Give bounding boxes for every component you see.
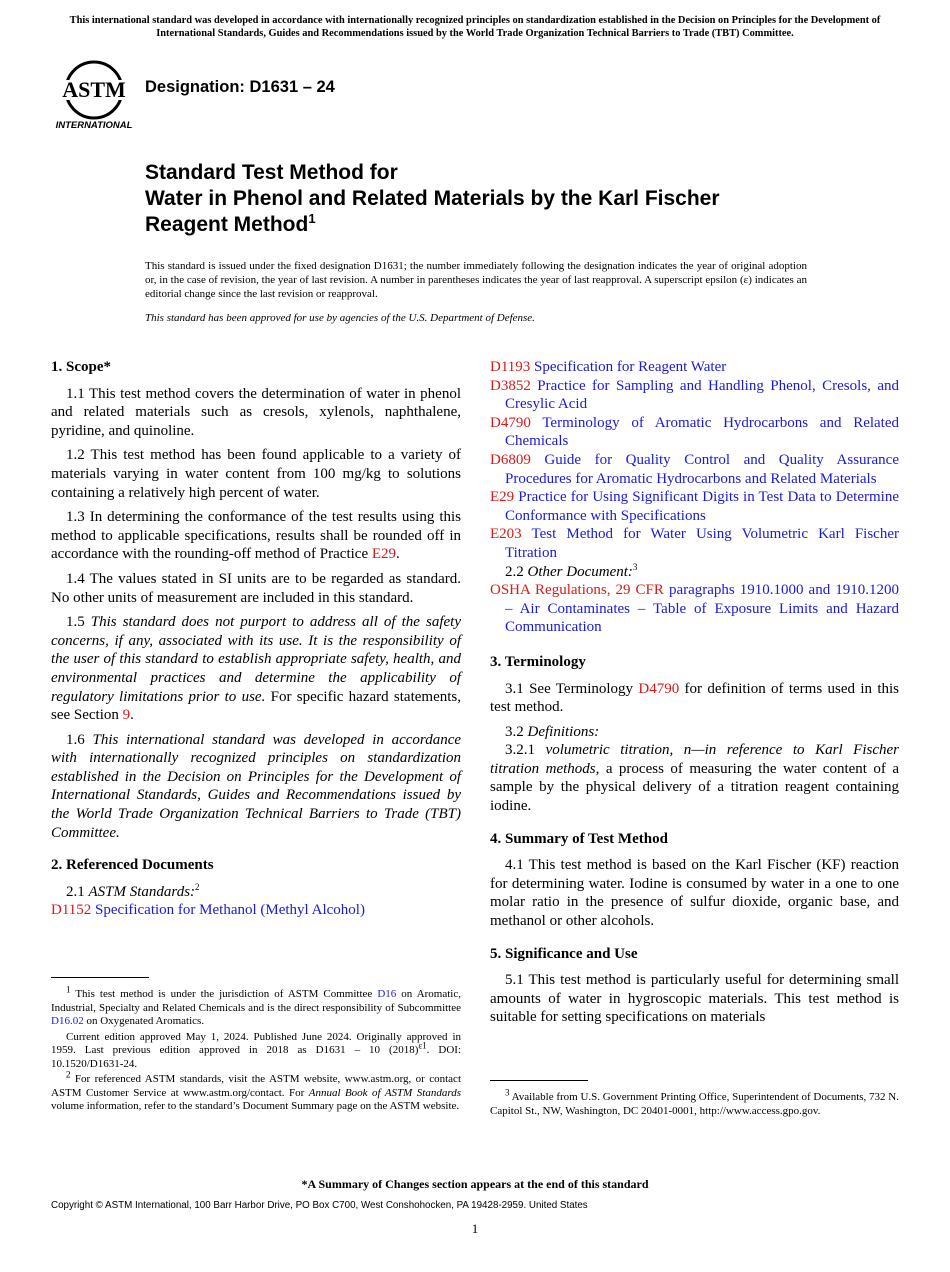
page-number: 1 (471, 1221, 479, 1236)
ref-item-d1193[interactable] (490, 358, 899, 377)
para-2-2 (490, 563, 899, 582)
ref-title: Specification for Methanol (Methyl Alcohol) (95, 902, 365, 919)
footnote-rule (51, 977, 149, 978)
footnote-marker-3: 3 (632, 561, 638, 572)
section-heading-summary: 4. Summary of Test Method (490, 830, 668, 847)
astm-logo-mark (52, 58, 136, 132)
para-4-1: 4.1 This test method is based on the Karl Fischer (KF) reaction for determining water. Iodine is consumed by water in a one to one molar ratio in the presence of sulfur dioxide, organic base, and methanol or other alcohols. (490, 857, 899, 930)
copyright: Copyright © ASTM International, 100 Barr Harbor Drive, PO Box C700, West Conshohocken, PA 19428-2959. United States (51, 1200, 588, 1211)
footnotes-left (51, 977, 461, 1116)
para-1-2: 1.2 This test method has been found applicable to a variety of materials varying in water content from 100 mg/kg to solutions containing a relatively high percent of water. (51, 447, 461, 501)
footnote-1-edition (51, 1031, 461, 1072)
ref-title: Practice for Sampling and Handling Phenol, Cresols, and Cresylic Acid (505, 377, 900, 413)
ref-item-d6809[interactable] (490, 451, 899, 488)
ref-item-osha[interactable] (490, 581, 899, 637)
ref-code: E29 (490, 489, 515, 506)
ref-item-d1152[interactable] (51, 901, 461, 920)
issued-note: This standard is issued under the fixed designation D1631; the number immediately following the designation indicates the year of original adoption or, in the case of revision, the year of last revision. A number in parentheses indicates the year of last reapproval. A superscript epsilon (ε) indicates an editorial change since the last revision or reapproval. (145, 260, 807, 300)
ref-title: Practice for Using Significant Digits in Test Data to Determine Conformance with Specifications (505, 489, 899, 524)
section-heading-significance: 5. Significance and Use (490, 945, 638, 962)
para-3-1-text: 3.1 See Terminology (505, 680, 639, 697)
para-1-6-italic: This international standard was developed in accordance with internationally recognized principles on standardization established in the Decision on Principles for the Development of International Standards, Guides and Recommendations issued by the World Trade Organization Technical Barriers to Trade (TBT) Committee. (51, 731, 462, 841)
tbt-notice: This international standard was developed in accordance with internationally recognized principles on standardization established in the Decision on Principles for the Development of International Standards, Guides and Recommendations issued by the World Trade Organization Technical Barriers to Trade (TBT) Committee. (69, 15, 881, 39)
designation: Designation: D1631 – 24 (145, 78, 335, 96)
ref-title: paragraphs 1910.1000 and 1910.1200 – Air Contaminates – Table of Exposure Limits and Hazard Communication (505, 582, 900, 636)
epsilon-marker: ε1 (418, 1040, 427, 1051)
footnote-2-marker: 2 (66, 1069, 71, 1080)
ref-item-e29[interactable] (490, 488, 899, 525)
ref-link-d4790[interactable]: D4790 (638, 680, 680, 697)
footnote-1-text: This test method is under the jurisdiction of ASTM Committee (70, 988, 378, 1000)
footnote-3 (490, 1087, 899, 1118)
para-2-2-label: Other Document: (527, 563, 633, 580)
footnote-2-text-b: volume information, refer to the standard’s Document Summary page on the ASTM website. (51, 1100, 460, 1112)
ref-code: D4790 (490, 414, 531, 431)
ref-code: D1193 (490, 359, 531, 375)
title-line-1: Standard Test Method for (145, 161, 398, 184)
edition-text: Current edition approved May 1, 2024. Published June 2024. Originally approved in 1959. Last previous edition approved in 2018 as D1631 – 10 (2018) (51, 1030, 461, 1056)
para-3-2 (490, 723, 899, 742)
footnote-1-text-b: on Aromatic, Industrial, Specialty and Related Chemicals and is the direct responsibility of Subcommittee (51, 988, 461, 1014)
document-title (145, 160, 845, 238)
title-line-3 (145, 212, 845, 238)
para-1-5-end: . (130, 707, 134, 724)
footnote-1 (51, 984, 461, 1029)
ref-item-d4790[interactable] (490, 414, 899, 451)
para-1-1: 1.1 This test method covers the determination of water in phenol and related materials such as cresols, xylenols, naphthalene, pyridine, and quinoline. (51, 385, 461, 439)
para-3-2-label: Definitions: (527, 723, 600, 740)
logo-subtext: INTERNATIONAL (55, 120, 133, 131)
para-1-5-num: 1.5 (66, 614, 91, 631)
ref-code: D1152 (51, 902, 92, 919)
ref-title: Terminology of Aromatic Hydrocarbons and Related Chemicals (505, 414, 900, 450)
footnote-1-marker: 1 (66, 984, 71, 995)
para-3-2-1 (490, 741, 899, 815)
ref-code: E203 (490, 526, 522, 543)
para-2-2-num: 2.2 (505, 563, 528, 580)
summary-of-changes-note: *A Summary of Changes section appears at the end of this standard (301, 1177, 649, 1191)
para-1-3-text: 1.3 In determining the conformance of the test results using this method to applicable specifications, results shall be rounded off in accordance with the rounding-off method of Practice (51, 509, 461, 563)
section-heading-referenced: 2. Referenced Documents (51, 857, 214, 874)
para-1-4: 1.4 The values stated in SI units are to be regarded as standard. No other units of measurement are included in this standard. (51, 570, 461, 606)
para-3-1 (490, 680, 899, 717)
doi-text: . DOI: 10.1520/D1631-24. (51, 1044, 461, 1070)
para-1-6 (51, 731, 461, 843)
para-1-3 (51, 508, 461, 564)
para-2-1 (51, 883, 461, 902)
ref-item-e203[interactable] (490, 525, 899, 562)
para-3-1-end: for definition of terms used in this test method. (490, 680, 899, 716)
ref-code: OSHA Regulations, 29 CFR (490, 582, 664, 599)
ref-item-d3852[interactable] (490, 377, 899, 414)
ref-code: D6809 (490, 451, 531, 468)
section-heading-terminology: 3. Terminology (490, 653, 586, 670)
ref-link-e29[interactable]: E29 (371, 546, 397, 563)
para-3-2-1-num: 3.2.1 (505, 742, 546, 759)
title-footnote-marker: 1 (308, 211, 316, 226)
title-line-3-text: Reagent Method (145, 213, 309, 236)
footnote-3-text: Available from U.S. Government Printing Office, Superintendent of Documents, 732 N. Capitol St., NW, Washington, DC 20401-0001, http://www.access.gpo.gov. (490, 1091, 899, 1117)
para-5-1: 5.1 This test method is particularly useful for determining small amounts of water in hygroscopic materials. This test method is suitable for setting specifications on materials (490, 972, 899, 1026)
footnote-link-d16[interactable]: D16 (377, 988, 397, 1000)
ref-title: Test Method for Water Using Volumetric Karl Fischer Titration (505, 526, 899, 561)
para-1-5 (51, 613, 461, 725)
section-heading-scope: 1. Scope* (51, 359, 111, 375)
para-3-2-1-text: a process of measuring the water content of a sample by the physical delivery of a titration reagent containing iodine. (490, 760, 899, 815)
footnote-rule (490, 1080, 588, 1081)
right-column (490, 358, 899, 1033)
title-line-2: Water in Phenol and Related Materials by the Karl Fischer (145, 187, 720, 210)
astm-logo (52, 58, 136, 132)
footnote-1-text-c: on Oxygenated Aromatics. (83, 1015, 205, 1027)
footnote-2-italic: Annual Book of ASTM Standards (308, 1086, 461, 1099)
footnote-marker-2: 2 (195, 881, 200, 892)
left-column (51, 358, 461, 920)
logo-text: ASTM (62, 77, 126, 102)
para-3-2-1-term: volumetric titration, n—in reference to Karl Fischer titration methods, (490, 742, 900, 777)
ref-code: D3852 (490, 377, 531, 394)
footnote-2 (51, 1069, 461, 1114)
footnote-link-d16-02[interactable]: D16.02 (51, 1015, 84, 1027)
footnote-3-marker: 3 (505, 1087, 510, 1098)
para-1-5-text: For specific hazard statements, see Section (51, 688, 461, 724)
para-1-3-end: . (396, 546, 400, 563)
approved-note: This standard has been approved for use by agencies of the U.S. Department of Defense. (145, 312, 535, 324)
para-1-5-italic: This standard does not purport to address all of the safety concerns, if any, associated with its use. It is the responsibility of the user of this standard to establish appropriate safety, health, and environmental practices and determine the applicability of regulatory limitations prior to use. (51, 614, 461, 705)
para-1-6-num: 1.6 (66, 731, 93, 748)
footnote-2-text: For referenced ASTM standards, visit the ASTM website, www.astm.org, or contact ASTM Customer Service at www.astm.org/contact. For (51, 1073, 461, 1099)
ref-title: Guide for Quality Control and Quality Assurance Procedures for Aromatic Hydrocarbons and Related Materials (505, 451, 900, 487)
para-2-1-label: ASTM Standards: (88, 883, 196, 900)
ref-link-section-9[interactable]: 9 (122, 707, 131, 724)
para-2-1-num: 2.1 (66, 883, 89, 900)
footnotes-right (490, 1080, 899, 1120)
para-3-2-num: 3.2 (505, 723, 528, 740)
ref-title: Specification for Reagent Water (534, 359, 727, 375)
